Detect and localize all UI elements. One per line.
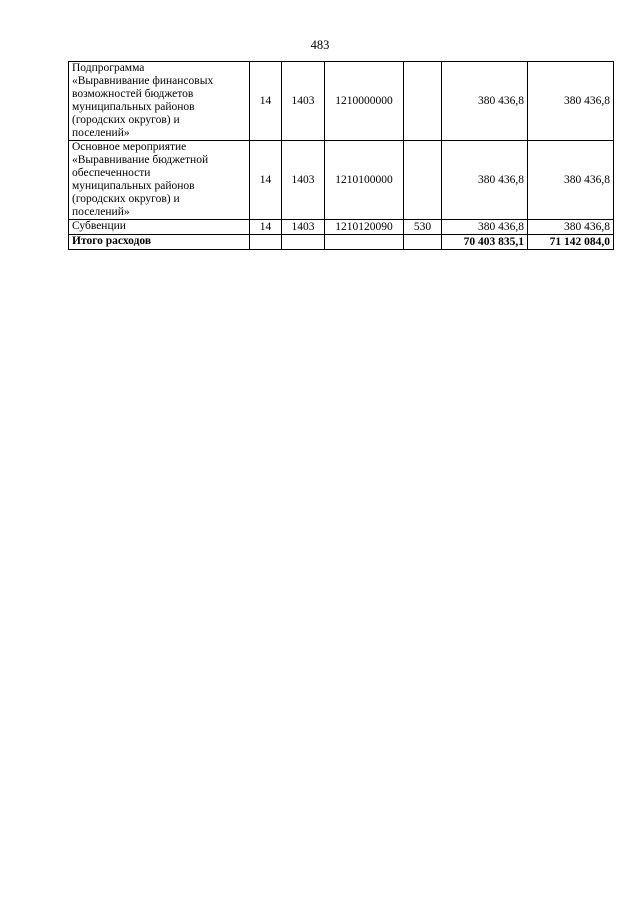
amount-year-1: 380 436,8 (442, 141, 528, 220)
table-row (69, 62, 614, 141)
page-number: 483 (310, 38, 330, 52)
total-amount-year-1: 70 403 835,1 (442, 235, 528, 250)
section-code: 1403 (282, 62, 325, 141)
target-code: 1210120090 (325, 220, 404, 235)
expense-type-code: 530 (404, 220, 442, 235)
empty-cell (282, 235, 325, 250)
total-amount-year-2: 71 142 084,0 (528, 235, 614, 250)
amount-year-2: 380 436,8 (528, 220, 614, 235)
expense-type-code (404, 62, 442, 141)
empty-cell (325, 235, 404, 250)
empty-cell (250, 235, 282, 250)
row-name: Основное мероприятие «Выравнивание бюджетной обеспеченности муниципальных районов (городских округов) и поселений» (69, 141, 250, 220)
row-name: Подпрограмма «Выравнивание финансовых возможностей бюджетов муниципальных районов (городских округов) и поселений» (69, 62, 250, 141)
target-code: 1210100000 (325, 141, 404, 220)
table-row (69, 141, 614, 220)
amount-year-2: 380 436,8 (528, 141, 614, 220)
target-code: 1210000000 (325, 62, 404, 141)
total-row (69, 235, 614, 250)
empty-cell (404, 235, 442, 250)
budget-table (68, 61, 614, 250)
amount-year-1: 380 436,8 (442, 62, 528, 141)
total-label: Итого расходов (69, 235, 250, 250)
row-name: Субвенции (69, 220, 250, 235)
section-code: 1403 (282, 220, 325, 235)
ministry-code: 14 (250, 220, 282, 235)
ministry-code: 14 (250, 141, 282, 220)
ministry-code: 14 (250, 62, 282, 141)
table-row (69, 220, 614, 235)
amount-year-1: 380 436,8 (442, 220, 528, 235)
expense-type-code (404, 141, 442, 220)
amount-year-2: 380 436,8 (528, 62, 614, 141)
section-code: 1403 (282, 141, 325, 220)
